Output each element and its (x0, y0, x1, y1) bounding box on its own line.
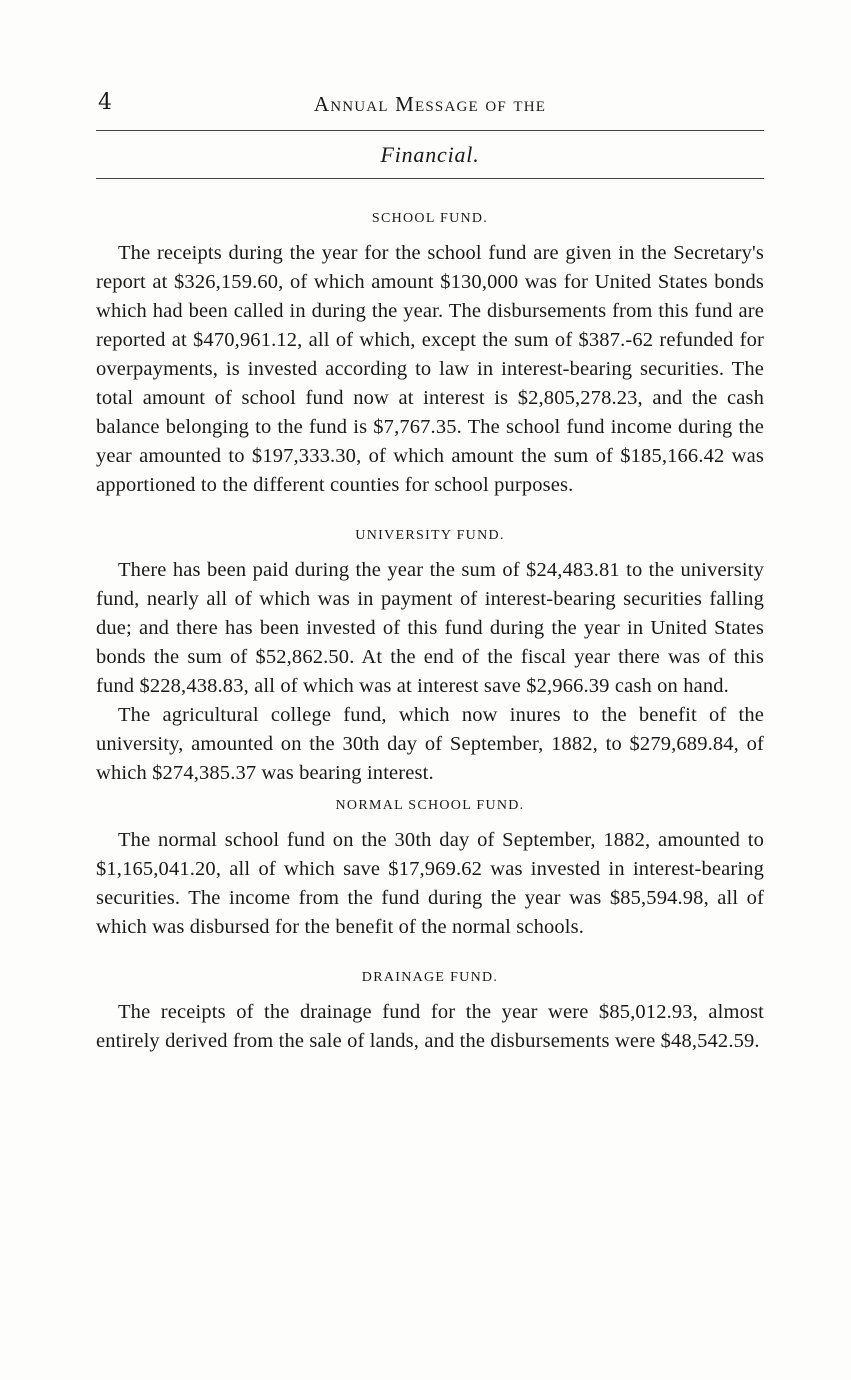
running-head (96, 80, 764, 130)
agricultural-college-paragraph: The agricultural college fund, which now inures to the benefit of the university, amounted on the 30th day of September, 1882, to $279,689.84, of which $274,385.37 was bearing interest. (96, 704, 764, 784)
document-page (96, 80, 764, 1056)
drainage-fund-paragraph: The receipts of the drainage fund for the year were $85,012.93, almost entirely derived from the sale of lands, and the disbursements were $48,542.59. (96, 1001, 764, 1052)
university-fund-paragraph: There has been paid during the year the sum of $24,483.81 to the university fund, nearly all of which was in payment of interest-bearing securities falling due; and there has been invested of this fund during the year in United States bonds the sum of $52,862.50. At the end of the fiscal year there was of this fund $228,438.83, all of which was at interest save $2,966.39 cash on hand. (96, 559, 764, 697)
university-fund-heading: UNIVERSITY FUND. (355, 528, 505, 543)
drainage-fund-heading: DRAINAGE FUND. (361, 970, 499, 985)
bottom-rule (96, 178, 764, 179)
school-fund-heading: SCHOOL FUND. (371, 211, 489, 226)
normal-school-fund-paragraph: The normal school fund on the 30th day of September, 1882, amounted to $1,165,041.20, all of which save $17,969.62 was invested in interest-bearing securities. The income from the fund during the year was $85,594.98, all of which was disbursed for the benefit of the normal schools. (96, 829, 764, 938)
normal-school-fund-heading: NORMAL SCHOOL FUND. (335, 798, 525, 813)
section-head: Financial. (380, 142, 480, 167)
school-fund-paragraph: The receipts during the year for the school fund are given in the Secretary's report at $326,159.60, of which amount $130,000 was for United States bonds which had been called in during the year. The disbursements from this fund are reported at $470,961.12, all of which, except the sum of $387.-62 refunded for overpayments, is invested according to law in interest-bearing securities. The total amount of school fund now at interest is $2,805,278.23, and the cash balance belonging to the fund is $7,767.35. The school fund income during the year amounted to $197,333.30, of which amount the sum of $185,166.42 was apportioned to the different counties for school purposes. (96, 242, 764, 496)
running-title: Annual Message of the (313, 92, 547, 116)
page-number: 4 (98, 90, 112, 115)
